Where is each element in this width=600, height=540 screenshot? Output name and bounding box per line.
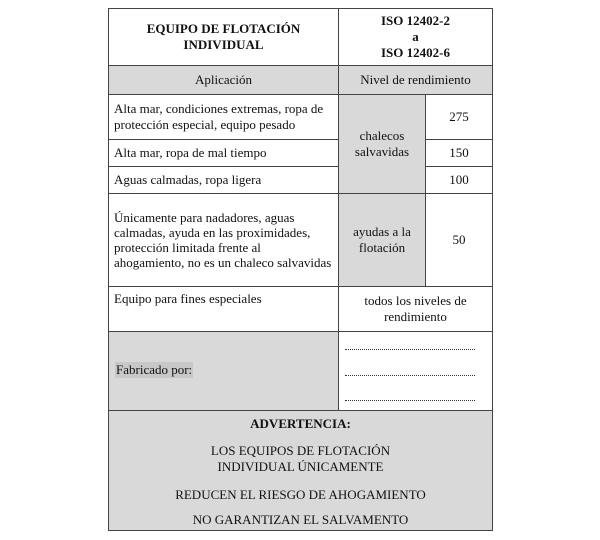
row-text: Únicamente para nadadores, aguas calmadas, ayuda en las proximidades, protección limitada frente al ahogamiento, no es un chaleco salvavidas	[114, 210, 332, 270]
title-line-1: EQUIPO DE FLOTACIÓN	[146, 21, 301, 36]
warning-line-2: INDIVIDUAL ÚNICAMENTE	[217, 459, 384, 474]
iso-cell	[338, 8, 493, 66]
row-text: Alta mar, condiciones extremas, ropa de protección especial, equipo pesado	[114, 101, 324, 132]
column-header-application	[108, 65, 339, 95]
group-lifejackets	[338, 94, 426, 194]
manufacturer-label: Fabricado por:	[116, 362, 193, 377]
warning-heading: ADVERTENCIA:	[250, 416, 351, 431]
iso-line-1: ISO 12402-2	[381, 13, 450, 28]
warning-line-4: NO GARANTIZAN EL SALVAMENTO	[192, 512, 409, 527]
special-level-cell	[338, 286, 493, 332]
level-cell	[425, 166, 493, 194]
table-row-application	[108, 166, 339, 194]
group-lifejackets-label: chalecos salvavidas	[354, 128, 410, 159]
special-purpose-cell	[108, 286, 339, 332]
warning-block	[108, 410, 493, 531]
column-header-application-label: Aplicación	[194, 72, 253, 87]
title-line-2: INDIVIDUAL	[183, 37, 264, 52]
special-level-text: todos los niveles de rendimiento	[364, 293, 467, 324]
special-purpose-text: Equipo para fines especiales	[114, 291, 262, 306]
row-text: Alta mar, ropa de mal tiempo	[114, 145, 267, 160]
group-aids	[338, 193, 426, 287]
level-cell	[425, 139, 493, 167]
row-text: Aguas calmadas, ropa ligera	[114, 172, 262, 187]
column-header-performance-label: Nivel de rendimiento	[360, 72, 471, 87]
iso-line-2: a	[412, 29, 419, 44]
level-value: 275	[449, 109, 469, 124]
level-value: 150	[449, 145, 469, 160]
warning-line-3: REDUCEN EL RIESGO DE AHOGAMIENTO	[175, 487, 426, 502]
manufacturer-cell	[108, 331, 339, 411]
group-aids-label: ayudas a la flotación	[353, 224, 411, 255]
table-row-application	[108, 139, 339, 167]
table-row-application	[108, 193, 339, 287]
column-header-performance	[338, 65, 493, 95]
level-cell	[425, 193, 493, 287]
iso-line-3: ISO 12402-6	[381, 45, 450, 60]
dotted-line	[345, 375, 475, 376]
dotted-line	[345, 349, 475, 350]
manufacturer-fill-cell	[338, 331, 493, 411]
level-cell	[425, 94, 493, 140]
level-value: 100	[449, 172, 469, 187]
level-value: 50	[452, 232, 466, 247]
warning-line-1: LOS EQUIPOS DE FLOTACIÓN	[210, 443, 391, 458]
title-cell	[108, 8, 339, 66]
dotted-line	[345, 400, 475, 401]
table-row-application	[108, 94, 339, 140]
